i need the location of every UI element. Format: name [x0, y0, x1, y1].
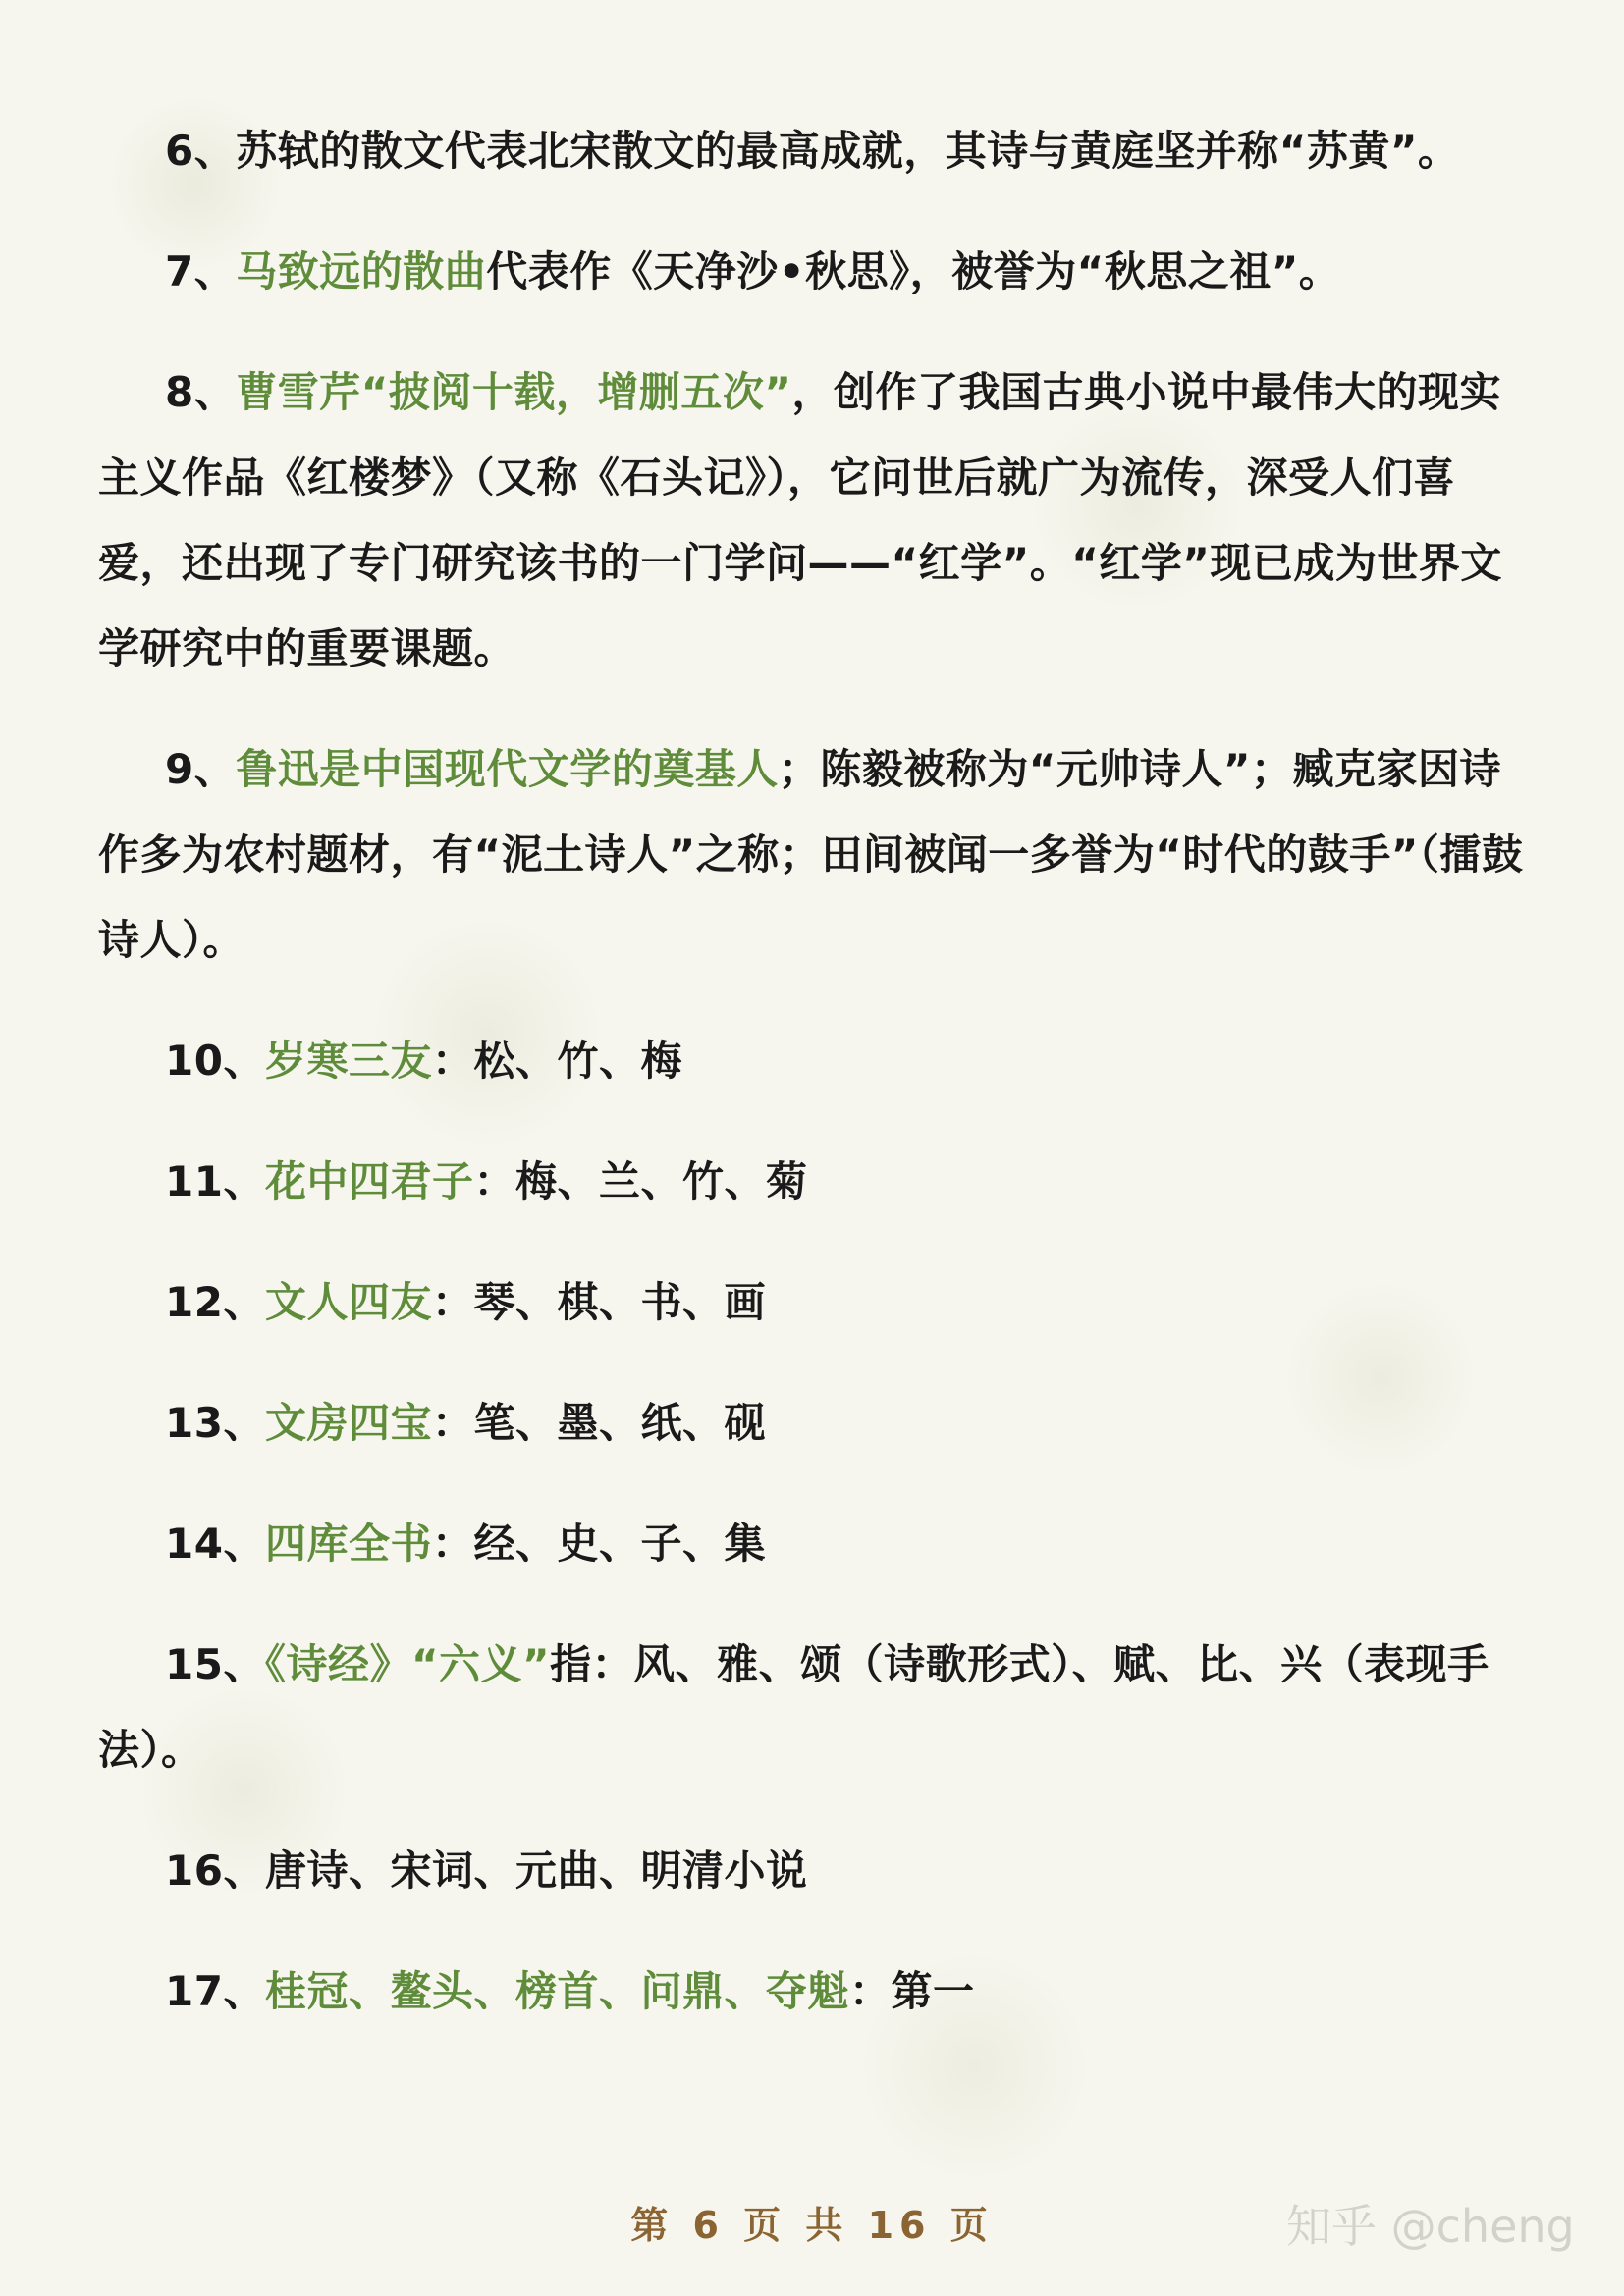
body-text: ，创作了我国古典小说中最伟大的现实主义作品《红楼梦》（又称《石头记》），它问世后就广为流传，深受人们喜爱，还出现了专门研究该书的一门学问——“红学”。“红学”现已成为世界文学研究中的重要课题。 [98, 368, 1502, 672]
body-text: ：琴、棋、书、画 [431, 1278, 766, 1326]
body-text: 13、 [165, 1399, 265, 1447]
highlighted-text: 花中四君子 [264, 1157, 474, 1205]
body-text: 16、唐诗、宋词、元曲、明清小说 [165, 1846, 808, 1895]
list-item [98, 349, 1532, 691]
list-item [98, 1949, 1532, 2034]
body-text: ：第一 [848, 1967, 975, 2015]
body-text: 6、苏轼的散文代表北宋散文的最高成就，其诗与黄庭坚并称“苏黄”。 [165, 127, 1460, 175]
body-text: 12、 [165, 1278, 265, 1326]
highlighted-text: 文人四友 [264, 1278, 432, 1326]
list-item [98, 1828, 1532, 1913]
body-text: 15、 [165, 1640, 265, 1688]
highlighted-text: 四库全书 [264, 1520, 432, 1568]
highlighted-text: 桂冠、鳌头、榜首、问鼎、夺魁 [264, 1967, 849, 2015]
document-body [98, 108, 1532, 2069]
list-item [98, 726, 1532, 983]
highlighted-text: 《诗经》“六义” [264, 1640, 551, 1688]
body-text: 11、 [165, 1157, 265, 1205]
list-item [98, 1380, 1532, 1466]
body-text: 指：风、雅、颂（诗歌形式）、赋、比、兴（表现手法）。 [98, 1640, 1489, 1774]
list-item [98, 1018, 1532, 1103]
highlighted-text: 文房四宝 [264, 1399, 432, 1447]
highlighted-text: 马致远的散曲 [236, 247, 487, 295]
list-item [98, 229, 1532, 314]
body-text: ；陈毅被称为“元帅诗人”；臧克家因诗作多为农村题材，有“泥土诗人”之称；田间被闻一多誉为“时代的鼓手”（擂鼓诗人）。 [98, 745, 1524, 964]
body-text: ：梅、兰、竹、菊 [473, 1157, 808, 1205]
list-item [98, 108, 1532, 193]
body-text: 17、 [165, 1967, 265, 2015]
body-text: 8、 [165, 368, 237, 416]
list-item [98, 1139, 1532, 1224]
highlighted-text: 岁寒三友 [264, 1037, 432, 1085]
body-text: 7、 [165, 247, 237, 295]
body-text: 10、 [165, 1037, 265, 1085]
body-text: 代表作《天净沙•秋思》，被誉为“秋思之祖”。 [486, 247, 1341, 295]
watermark: 知乎 @cheng [1286, 2200, 1575, 2253]
list-item [98, 1622, 1532, 1792]
list-item [98, 1259, 1532, 1345]
list-item [98, 1501, 1532, 1586]
body-text: 14、 [165, 1520, 265, 1568]
highlighted-text: 曹雪芹“披阅十载，增删五次” [236, 368, 792, 416]
page-number: 第 6 页 共 16 页 [630, 2204, 994, 2247]
highlighted-text: 鲁迅是中国现代文学的奠基人 [236, 745, 779, 793]
body-text: ：经、史、子、集 [431, 1520, 766, 1568]
body-text: ：笔、墨、纸、砚 [431, 1399, 766, 1447]
body-text: 9、 [165, 745, 237, 793]
body-text: ：松、竹、梅 [431, 1037, 682, 1085]
